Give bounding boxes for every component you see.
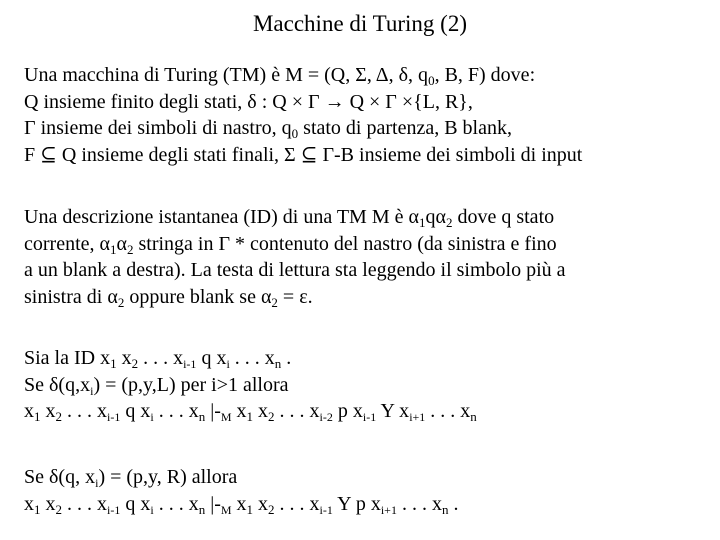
subscript: i-1 (183, 357, 197, 371)
text: . . . x (425, 400, 471, 422)
text: p x (332, 400, 363, 422)
subscript: i-1 (362, 410, 377, 424)
text: . (281, 347, 292, 369)
text: x (231, 492, 247, 515)
left-move-line-3 (24, 398, 714, 425)
id-description-paragraph (24, 204, 714, 310)
right-move-line-2 (24, 491, 714, 518)
text: α (116, 232, 127, 255)
subscript: i-1 (107, 410, 121, 424)
text: dove q stato (452, 206, 555, 228)
subscript: 1 (34, 409, 41, 424)
text: Γ insieme dei simboli di nastro, q (24, 117, 292, 139)
text: q x (120, 492, 151, 515)
text: sinistra di α (24, 285, 118, 308)
id-line-4 (24, 284, 714, 311)
text: |- (205, 492, 221, 515)
left-move-paragraph (24, 345, 714, 425)
right-move-paragraph (24, 464, 714, 517)
subscript: 2 (55, 409, 62, 424)
subscript: i (90, 383, 94, 398)
text: ) = (p,y, R) allora (98, 466, 238, 488)
subscript: i-1 (107, 502, 121, 517)
definition-line-1 (24, 62, 714, 89)
text: x (253, 492, 269, 515)
subscript: n (441, 501, 449, 517)
text: stato di partenza, B blank, (298, 117, 512, 139)
text: Se δ(q, x (24, 466, 96, 488)
subscript: i (150, 502, 154, 517)
text: x (253, 400, 269, 422)
text: x (231, 400, 247, 422)
subscript: n (274, 356, 282, 371)
definition-line-2: Q insieme finito degli stati, δ : Q × Γ → Q × Γ ×{L, R}, (24, 90, 473, 113)
subscript: 2 (445, 215, 453, 230)
subscript: 1 (110, 241, 117, 257)
id-line-3: a un blank a destra). La testa di lettura sta leggendo il simbolo più a (24, 259, 566, 281)
subscript: 2 (271, 294, 278, 310)
text: Se δ(q,x (24, 373, 91, 396)
text: Una macchina di Turing (TM) è M = (Q, Σ, Δ, δ, q (24, 64, 429, 86)
left-move-line-1 (24, 345, 714, 372)
subscript: i (95, 476, 99, 490)
slide-title: Macchine di Turing (2) (252, 11, 467, 36)
text: , B, F) dove: (434, 64, 536, 86)
text: x (40, 492, 56, 515)
subscript: M (220, 410, 232, 424)
subscript: i (226, 357, 230, 371)
subscript: i (150, 410, 154, 424)
left-move-line-2 (24, 372, 714, 399)
definition-line-3 (24, 115, 714, 142)
text: Una descrizione istantanea (ID) di una TM M è α (24, 206, 419, 228)
subscript: M (220, 502, 232, 517)
text: . . . x (138, 347, 184, 369)
subscript: 1 (246, 409, 254, 424)
subscript: 2 (131, 356, 139, 371)
text: qα (425, 206, 446, 228)
text: Y x (376, 400, 410, 422)
text: ) = (p,y,L) per i>1 allora (93, 373, 289, 396)
definition-line-4: F ⊆ Q insieme degli stati finali, Σ ⊆ Γ-B insieme dei simboli di input (24, 143, 583, 166)
text: . (448, 492, 459, 515)
text: q x (120, 400, 151, 422)
text: . . . x (229, 347, 275, 369)
subscript: i-1 (319, 502, 333, 517)
subscript: n (198, 501, 206, 517)
text: . . . x (396, 492, 442, 515)
subscript: i-2 (319, 410, 333, 424)
text: x (40, 400, 56, 422)
text: oppure blank se α (124, 285, 272, 308)
subscript: i+1 (409, 410, 426, 424)
text: . . . x (62, 492, 107, 515)
text: stringa in Γ * contenuto del nastro (da sinistra e fino (133, 232, 557, 255)
text: . . . x (62, 400, 107, 422)
text: . . . x (153, 492, 199, 515)
subscript: i+1 (380, 502, 397, 517)
text: . . . x (274, 400, 320, 422)
text: Y p x (332, 492, 381, 515)
subscript: n (198, 409, 206, 424)
subscript: 1 (418, 215, 426, 230)
text: = ε. (277, 285, 313, 308)
subscript: n (470, 409, 477, 424)
subscript: 2 (268, 501, 275, 517)
text: q x (196, 347, 227, 369)
text: x (116, 347, 132, 369)
text: Sia la ID x (24, 347, 111, 369)
subscript: 2 (117, 294, 125, 310)
text: . . . x (274, 492, 320, 515)
subscript: 0 (428, 73, 435, 88)
subscript: 1 (110, 356, 117, 371)
text: |- (205, 400, 221, 422)
text: . . . x (153, 400, 199, 422)
subscript: 2 (268, 409, 275, 424)
id-line-2 (24, 231, 714, 258)
text: x (24, 492, 34, 515)
subscript: 0 (291, 126, 299, 141)
definition-paragraph (24, 62, 714, 168)
id-line-1 (24, 204, 714, 231)
subscript: 2 (55, 501, 62, 517)
right-move-line-1 (24, 464, 714, 491)
text: corrente, α (24, 232, 110, 255)
subscript: 2 (126, 241, 134, 257)
text: x (24, 400, 34, 422)
subscript: 1 (34, 501, 41, 517)
subscript: 1 (246, 501, 254, 517)
